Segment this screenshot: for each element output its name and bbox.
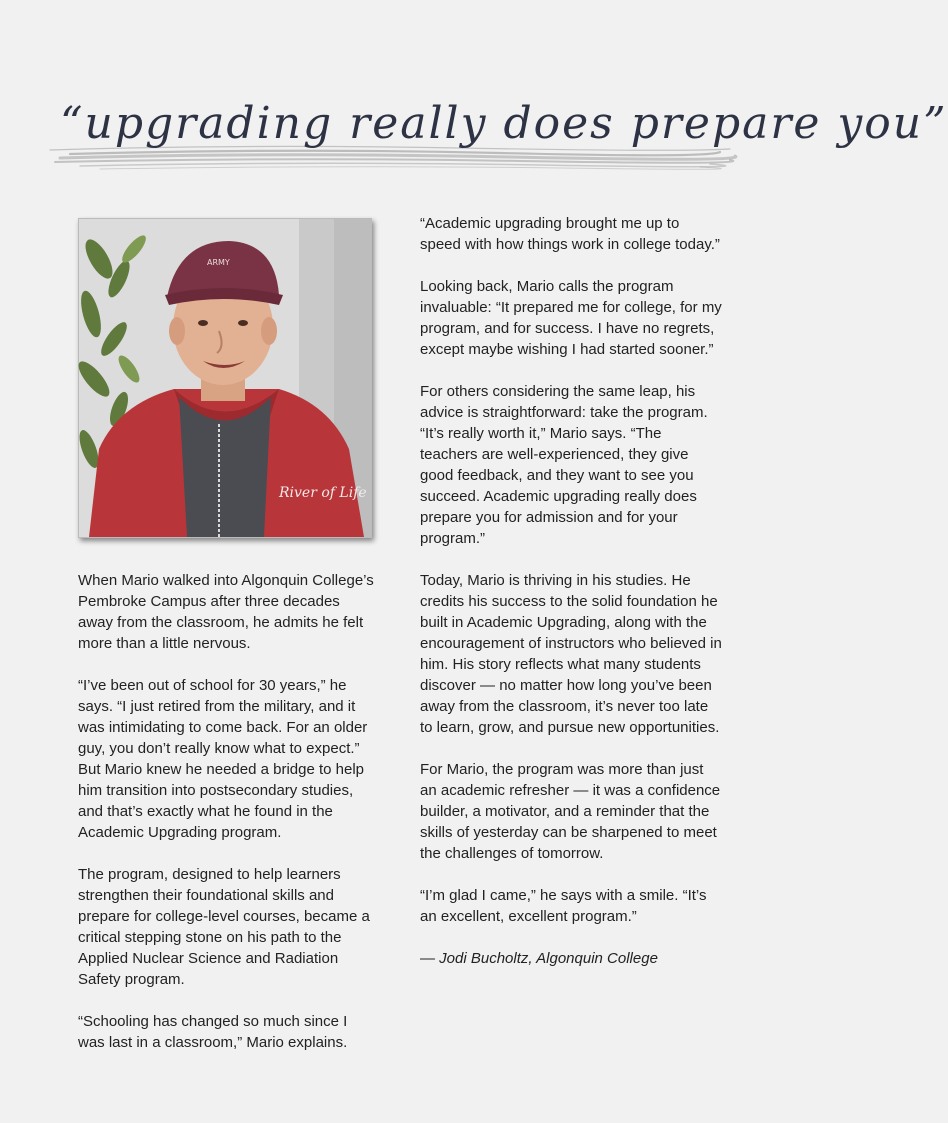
paragraph: Looking back, Mario calls the program invaluable: “It prepared me for college, for my program, and for success. I have no regrets, except maybe wishing I had started sooner.” [420, 278, 722, 358]
portrait-illustration [79, 219, 371, 537]
paragraph: For Mario, the program was more than just an academic refresher — it was a confidence builder, a motivator, and a reminder that the skills of yesterday can be sharpened to meet the challenges of tomorrow. [420, 761, 721, 862]
svg-text:River of Life: River of Life [279, 485, 367, 501]
author-byline: — Jodi Bucholtz, Algonquin College [420, 950, 658, 967]
paragraph: The program, designed to help learners strengthen their foundational skills and prepare for college-level courses, became a critical stepping stone on his path to the Applied Nuclear Science and Radiation Safety program. [78, 866, 370, 988]
paragraph: Today, Mario is thriving in his studies. He credits his success to the solid foundation he built in Academic Upgrading, along with the encouragement of instructors who believed in him. His story reflects what many students discover — no matter how long you’ve been away from the classroom, it’s never too late to learn, grow, and pursue new opportunities. [420, 572, 722, 736]
paragraph: For others considering the same leap, his advice is straightforward: take the program. “It’s really worth it,” Mario says. “The teachers are well-experienced, they give good feedback, and they want to see you succeed. Academic upgrading really does prepare you for admission and for your program.” [420, 383, 708, 547]
paragraph: “Schooling has changed so much since I was last in a classroom,” Mario explains. [78, 1013, 348, 1051]
left-column-article [78, 570, 374, 1074]
headline-banner [0, 92, 948, 192]
paragraph: “Academic upgrading brought me up to speed with how things work in college today.” [420, 215, 720, 253]
paragraph: “I’m glad I came,” he says with a smile. “It’s an excellent, excellent program.” [420, 887, 707, 925]
headline-title: “upgrading really does prepare you” [60, 98, 948, 149]
mario-photo [78, 218, 372, 538]
paragraph: “I’ve been out of school for 30 years,” he says. “I just retired from the military, and it was intimidating to come back. For an older guy, you don’t really know what to expect.” But Mario knew he needed a bridge to help him transition into postsecondary studies, and that’s exactly what he found in the Academic Upgrading program. [78, 677, 368, 841]
svg-text:ARMY: ARMY [207, 258, 230, 267]
paragraph: When Mario walked into Algonquin College’s Pembroke Campus after three decades away from the classroom, he admits he felt more than a little nervous. [78, 572, 374, 652]
right-column-article [420, 213, 722, 990]
